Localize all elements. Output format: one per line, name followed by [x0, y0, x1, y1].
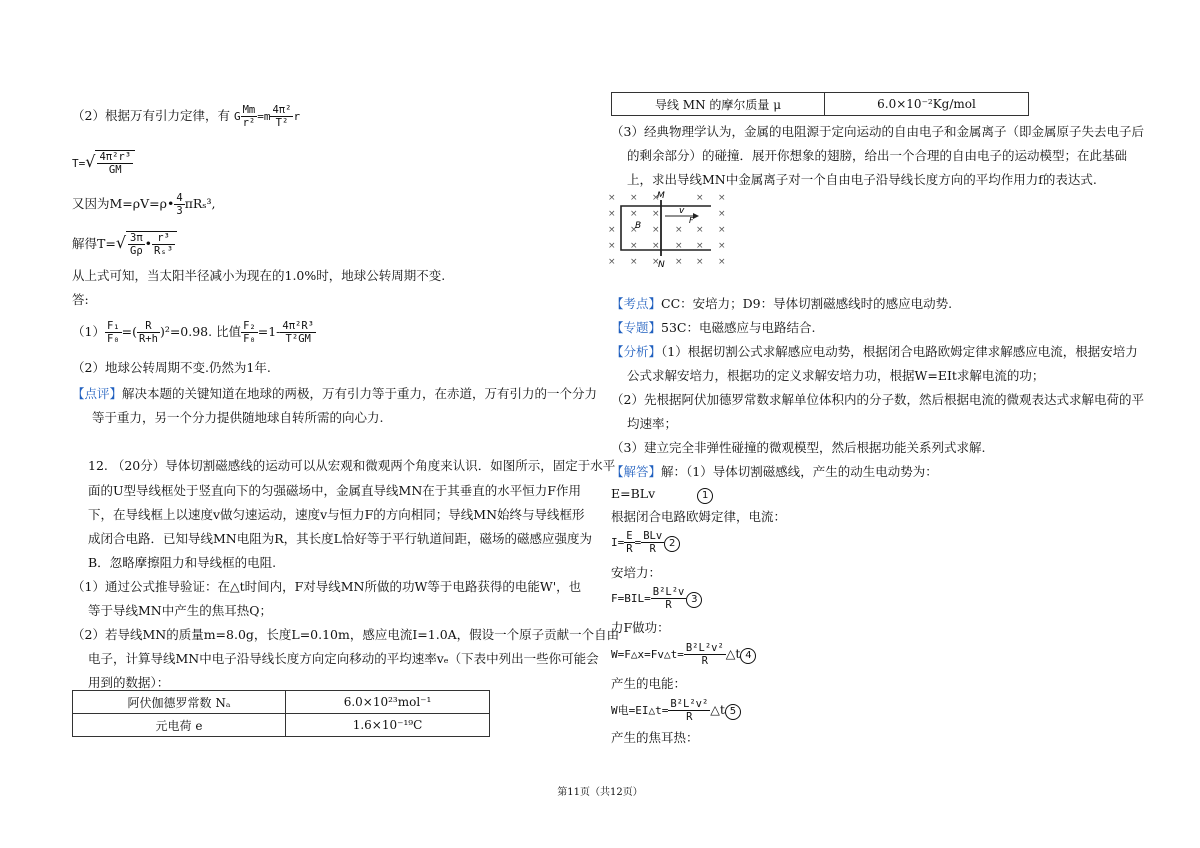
svg-text:×: × [630, 241, 638, 251]
q12-part2b: 电子，计算导线MN中电子沿导线长度方向定向移动的平均速率vₑ（下表中列出一些你可能会 [88, 651, 599, 666]
ampere-formula: F=BIL= $\frac{\text{B²L²v}}{R}$ 3 [611, 586, 702, 611]
zhuanti-tag: 【专题】 [611, 320, 662, 335]
electric-energy-text: 产生的电能： [611, 676, 687, 691]
svg-text:×: × [630, 257, 638, 267]
current-formula: I= $\frac{E}{R}$ = $\frac{\text{BLv}}{R}$ 2 [611, 530, 680, 555]
svg-text:×: × [718, 225, 726, 235]
formula: =m [257, 110, 271, 123]
table-row [73, 714, 490, 737]
table-cell: 元电荷 e [73, 714, 286, 737]
svg-text:×: × [608, 209, 616, 219]
ohm-law-text: 根据闭合电路欧姆定律，电流： [611, 509, 787, 524]
circled-1: 1 [697, 488, 713, 504]
svg-text:×: × [608, 225, 616, 235]
formula: G [233, 110, 241, 123]
conclusion: 从上式可知，当太阳半径减小为现在的1.0%时，地球公转周期不变. [72, 268, 446, 283]
svg-text:×: × [652, 209, 660, 219]
table-row [612, 93, 1029, 116]
review-cont: 等于重力，另一个分力提供随地球自转所需的向心力. [92, 410, 384, 425]
q12-line4: 成闭合电路．已知导线MN电阻为R，其长度L恰好等于平行轨道间距，磁场的磁感应强度为 [88, 531, 592, 546]
svg-text:×: × [652, 225, 660, 235]
q12-line3: 下，在导线框上以速度v做匀速运动，速度v与恒力F的方向相同；导线MN始终与导线框形 [88, 507, 585, 522]
page-footer: 第11页（共12页） [557, 787, 643, 798]
label-v: v [679, 206, 685, 216]
review: 【点评】解决本题的关键知道在地球的两极，万有引力等于重力，在赤道，万有引力的一个分力 [72, 386, 598, 401]
ampere-text: 安培力： [611, 565, 662, 580]
q12-part2c: 用到的数据）： [88, 675, 170, 690]
svg-text:×: × [675, 225, 683, 235]
text: （2）根据万有引力定律，有 [72, 108, 230, 123]
svg-text:×: × [630, 209, 638, 219]
label-m: M [657, 191, 665, 201]
mass-density-line: 又因为M=ρV=ρ• $\frac{4}{3}$ πRₛ³, [72, 192, 216, 217]
table-cell: 阿伏伽德罗常数 Nₐ [73, 691, 286, 714]
molar-mass-table [611, 92, 1029, 116]
fenxi-line5: （3）建立完全非弹性碰撞的微观模型，然后根据功能关系列式求解. [611, 440, 986, 455]
answer-1: （1） $\frac{\text{F₁}}{\text{F₀}}$ =( $\frac{R}{R+h}$ )²=0.98. 比值 $\frac{\text{F₂}}{\text{F₀}}$ =1- $\frac{\text{4π²R³}}{\text{T²GM}}$ [72, 320, 314, 345]
kaodian-tag: 【考点】 [611, 296, 662, 311]
circled-4: 4 [740, 648, 756, 664]
q3-line3: 上，求出导线MN中金属离子对一个自由电子沿导线长度方向的平均作用力f的表达式. [627, 172, 1097, 187]
jieda-tag: 【解答】 [611, 464, 662, 479]
magnetic-field-figure [605, 188, 745, 268]
svg-text:×: × [675, 257, 683, 267]
svg-text:×: × [652, 257, 660, 267]
gravitation-law-line [72, 104, 300, 129]
svg-text:×: × [718, 209, 726, 219]
q12-part2a: （2）若导线MN的质量m=8.0g，长度L=0.10m，感应电流I=1.0A，假设一个原子贡献一个自由 [72, 627, 620, 642]
table-cell: 6.0×10⁻²Kg/mol [825, 93, 1029, 116]
label-n: N [658, 260, 665, 268]
fenxi: 【分析】（1）根据切割公式求解感应电动势，根据闭合电路欧姆定律求解感应电流，根据安培力 [611, 344, 1138, 359]
q12-line1: 12. （20分）导体切割磁感线的运动可以从宏观和微观两个角度来认识．如图所示，固定于水平 [88, 458, 616, 473]
svg-text:×: × [718, 257, 726, 267]
answer-2: （2）地球公转周期不变.仍然为1年. [72, 360, 271, 375]
fenxi-line2: 公式求解安培力，根据功的定义求解安培力功，根据W=EIt求解电流的功； [627, 368, 1045, 383]
svg-text:×: × [608, 241, 616, 251]
svg-text:×: × [718, 193, 726, 203]
svg-text:×: × [630, 225, 638, 235]
q3-line2: 的剩余部分）的碰撞．展开你想象的翅膀，给出一个合理的自由电子的运动模型；在此基础 [627, 148, 1128, 163]
kaodian: 【考点】CC：安培力；D9：导体切割磁感线时的感应电动势. [611, 296, 953, 311]
svg-text:×: × [696, 257, 704, 267]
fenxi-line3: （2）先根据阿伏加德罗常数求解单位体积内的分子数，然后根据电流的微观表达式求解电荷的平 [611, 392, 1144, 407]
solve-period-line: 解得T=√ $\frac{3\pi}{G\rho}$ • $\frac{\text{r³}}{\text{Rₛ³}}$ [72, 231, 177, 257]
review-tag: 【点评】 [72, 386, 123, 401]
force-work-text: 力F做功： [611, 620, 670, 635]
svg-text:×: × [718, 241, 726, 251]
electric-energy-formula: W电=EI△t= $\frac{\text{B²L²v²}}{R}$ △t 5 [611, 698, 741, 723]
svg-text:×: × [696, 225, 704, 235]
table-cell: 1.6×10⁻¹⁹C [286, 714, 490, 737]
work-formula: W=F△x=Fv△t= $\frac{\text{B²L²v²}}{R}$ △t 4 [611, 642, 756, 667]
zhuanti: 【专题】53C：电磁感应与电路结合. [611, 320, 816, 335]
svg-text:×: × [652, 193, 660, 203]
svg-text:×: × [696, 241, 704, 251]
q12-part1a: （1）通过公式推导验证：在△t时间内，F对导线MN所做的功W等于电路获得的电能W'，也 [72, 579, 582, 594]
table-cell: 导线 MN 的摩尔质量 μ [612, 93, 825, 116]
svg-text:×: × [608, 257, 616, 267]
q12-line5: B．忽略摩擦阻力和导线框的电阻. [88, 555, 277, 570]
label-f: F [689, 216, 694, 225]
svg-text:×: × [630, 193, 638, 203]
answer-label: 答: [72, 292, 89, 307]
circled-3: 3 [686, 592, 702, 608]
svg-text:×: × [696, 193, 704, 203]
svg-text:×: × [608, 193, 616, 203]
fenxi-line4: 均速率； [627, 416, 678, 431]
q12-part1b: 等于导线MN中产生的焦耳热Q； [88, 603, 272, 618]
q12-line2: 面的U型导线框处于竖直向下的匀强磁场中，金属直导线MN在于其垂直的水平恒力F作用 [88, 483, 581, 498]
fenxi-tag: 【分析】 [611, 344, 662, 359]
formula-fraction: $\frac{\text{4π²}}{\text{T²}}$ [272, 104, 292, 129]
joule-heat-text: 产生的焦耳热： [611, 730, 699, 745]
table-cell: 6.0×10²³mol⁻¹ [286, 691, 490, 714]
label-b: B [635, 221, 642, 231]
circled-2: 2 [664, 536, 680, 552]
period-formula: T=√ $\frac{\text{4π²r³}}{GM}$ [72, 150, 135, 176]
formula-fraction: $\frac{Mm}{\text{r²}}$ [242, 104, 256, 129]
svg-text:×: × [675, 241, 683, 251]
jieda: 【解答】解：（1）导体切割磁感线，产生的动生电动势为： [611, 464, 938, 479]
table-row [73, 691, 490, 714]
q3-line1: （3）经典物理学认为，金属的电阻源于定向运动的自由电子和金属离子（即金属原子失去电子后 [611, 124, 1144, 139]
constants-table [72, 690, 490, 737]
emf-formula: E=BLv 1 [611, 486, 713, 504]
circled-5: 5 [725, 704, 741, 720]
svg-text:×: × [652, 241, 660, 251]
formula: r [293, 110, 301, 123]
